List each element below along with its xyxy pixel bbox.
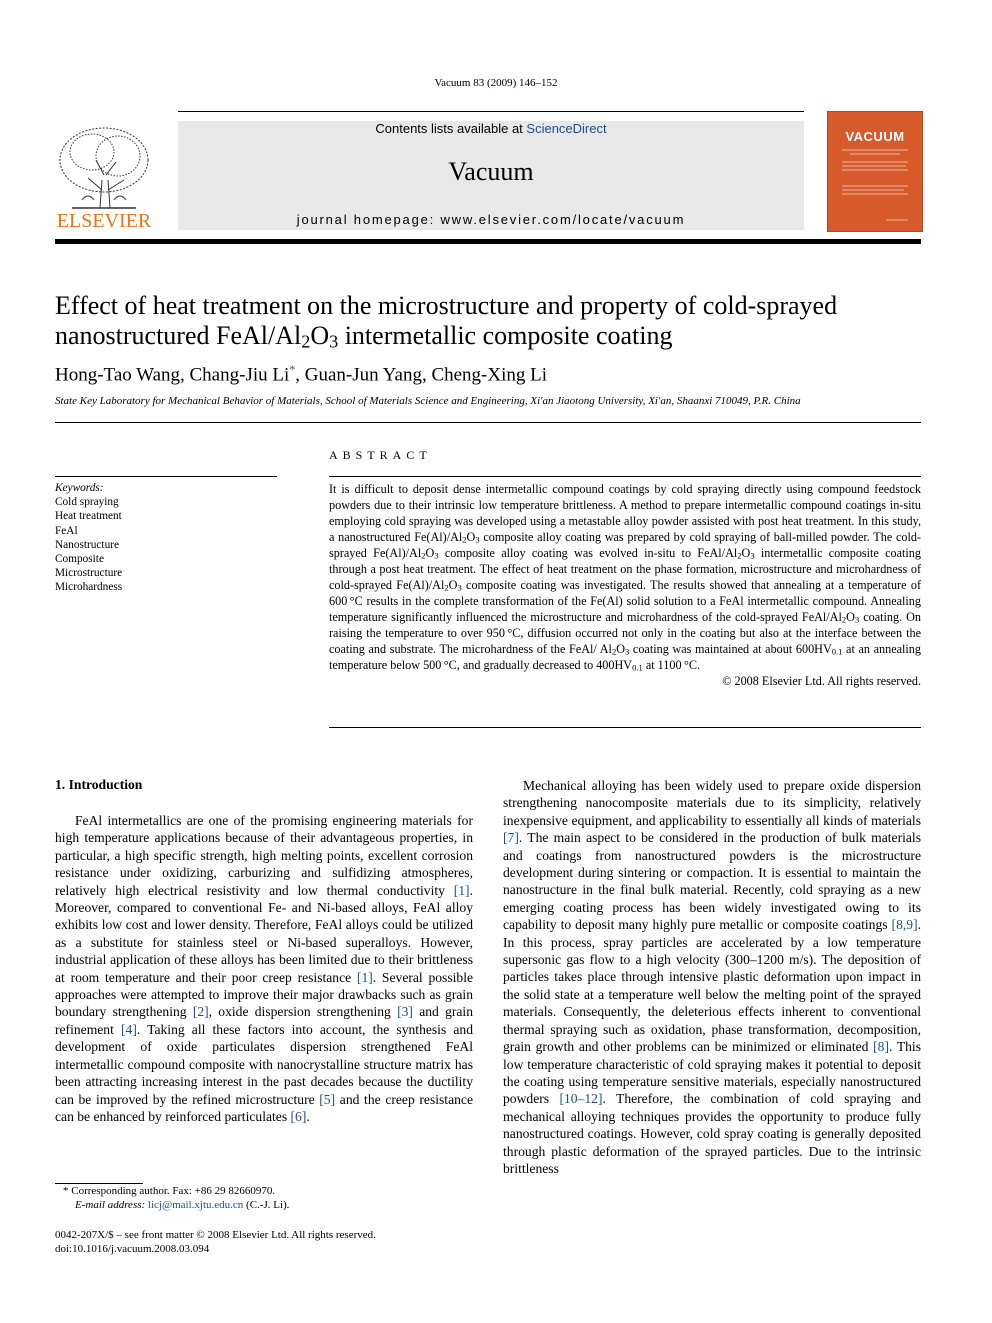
citation-link[interactable]: [3] bbox=[397, 1004, 413, 1020]
body-column-right bbox=[503, 777, 921, 1177]
abstract-rule bbox=[329, 476, 921, 477]
email-link[interactable]: licj@mail.xjtu.edu.cn bbox=[147, 1199, 244, 1211]
citation-link[interactable]: [10–12] bbox=[559, 1091, 603, 1107]
citation-link[interactable]: [2] bbox=[192, 1004, 209, 1020]
copyright-notice: © 2008 Elsevier Ltd. All rights reserved. bbox=[722, 674, 921, 688]
footnote-corresponding: * Corresponding author. Fax: +86 29 82660970. bbox=[63, 1185, 276, 1197]
citation-link[interactable]: [8] bbox=[873, 1039, 889, 1055]
contents-line bbox=[178, 121, 804, 136]
title-line-1: Effect of heat treatment on the microstructure and property of cold-sprayed bbox=[55, 291, 838, 320]
section-heading-introduction: 1. Introduction bbox=[55, 777, 143, 792]
keywords-rule bbox=[55, 476, 277, 477]
keyword-item: Nanostructure bbox=[55, 538, 119, 551]
abstract-body: It is difficult to deposit dense intermetallic compound coatings by cold spraying directly using compound feedstock powders due to their intrinsic low temperature brittleness. A method to prepare intermetallic compound coatings in-situ employing cold spraying was developed using a metastable alloy powder assisted with post heat treatment. In this study, a nanostructured $Fe(Al)/Al_2O_3$ composite alloy coating was prepared by cold spraying of ball-milled powder. The cold-sprayed $Fe(Al)/Al_2O_3$ composite alloy coating was evolved in-situ to FeAl/$Al_2O_3$ intermetallic composite coating through a post heat treatment. The effect of heat treatment on the phase formation, microstructure and microhardness of cold-sprayed $Fe(Al)/Al_2O_3$ composite coating was investigated. The results showed that annealing at a temperature of 600 °C results in the complete transformation of the Fe(Al) solid solution to a FeAl intermetallic compound. Annealing temperature significantly influenced the microstructure and microhardness of the cold-sprayed FeAl/$Al_2O_3$ coating. On raising the temperature to over 950 °C, diffusion occurred not only in the coating but also at the interface between the coating and substrate. The microhardness of the FeAl/ $Al_2O_3$ coating was maintained at about $600HV_{0.1}$ at an annealing temperature below 500 °C, and gradually decreased to $400HV_{0.1}$ at 1100 °C. bbox=[329, 482, 921, 673]
abstract-text bbox=[329, 481, 921, 689]
footnote-email-line: E-mail address: licj@mail.xjtu.edu.cn (C.-J. Li). bbox=[75, 1199, 290, 1211]
elsevier-wordmark: ELSEVIER bbox=[56, 210, 152, 232]
keyword-item: Microstructure bbox=[55, 567, 123, 580]
keyword-item: Microhardness bbox=[55, 581, 123, 594]
title-line-2: nanostructured FeAl/$Al_2O_3$ intermetallic composite coating bbox=[55, 321, 673, 352]
keywords-box bbox=[55, 481, 122, 595]
cover-title: VACUUM bbox=[845, 129, 905, 144]
cover-text-lines bbox=[836, 148, 914, 228]
author-list: Hong-Tao Wang, Chang-Jiu Li*, Guan-Jun Yang, Cheng-Xing Li bbox=[55, 362, 548, 386]
citation-link[interactable]: [1] bbox=[453, 882, 470, 898]
keyword-item: Composite bbox=[55, 553, 104, 566]
citation-link[interactable]: [6] bbox=[290, 1108, 307, 1124]
citation-link[interactable]: [1] bbox=[356, 969, 373, 985]
keywords-label: Keywords: bbox=[55, 482, 104, 494]
abstract-end-rule bbox=[329, 727, 921, 728]
doi-line[interactable]: doi:10.1016/j.vacuum.2008.03.094 bbox=[55, 1243, 210, 1255]
footnote bbox=[55, 1184, 475, 1212]
paragraph: FeAl intermetallics are one of the promising engineering materials for high temperature applications because of their advantageous properties, in particular, a high specific strength, high melting points, excellent corrosion resistance under oxidizing, carburizing and sulfidizing atmospheres, relatively high electrical resistivity and low thermal conductivity [1]. Moreover, compared to conventional Fe- and Ni-based alloys, FeAl alloy exhibits low cost and lower density. Therefore, FeAl alloys could be utilized as a substitute for stainless steel or Ni-based superalloys. However, industrial application of these alloys has been limited due to their brittleness at room temperature and their poor creep resistance [1]. Several possible approaches were attempted to improve their major drawbacks such as grain boundary strengthening [2], oxide dispersion strengthening [3] and grain refinement [4]. Taking all these factors into account, the synthesis and development of oxide particulates dispersion strengthened FeAl intermetallic compound composite with nanocrystalline structure matrix has been attracting increasing interest in the past decades because the ductility can be improved by the refined microstructure [5] and the creep resistance can be enhanced by reinforced particulates [6]. bbox=[55, 813, 474, 1124]
citation-link[interactable]: [4] bbox=[121, 1021, 137, 1037]
sciencedirect-link[interactable]: ScienceDirect bbox=[526, 121, 607, 136]
corresponding-author-mark[interactable]: * bbox=[289, 362, 296, 376]
keyword-item: FeAl bbox=[55, 524, 78, 537]
journal-reference: Vacuum 83 (2009) 146–152 bbox=[434, 77, 558, 89]
body-column-left bbox=[55, 812, 473, 1125]
divider bbox=[55, 422, 921, 423]
contents-prefix: Contents lists available at bbox=[375, 121, 527, 136]
abstract-heading: ABSTRACT bbox=[329, 448, 432, 462]
keyword-item: Cold spraying bbox=[55, 496, 119, 509]
header-thick-rule bbox=[55, 239, 921, 244]
journal-name: Vacuum bbox=[448, 157, 534, 186]
issn-line: 0042-207X/$ – see front matter © 2008 Elsevier Ltd. All rights reserved. bbox=[55, 1229, 376, 1241]
citation-link[interactable]: [5] bbox=[319, 1091, 336, 1107]
affiliation: State Key Laboratory for Mechanical Behavior of Materials, School of Materials Science and Engineering, Xi'an Jiaotong University, Xi'an, Shaanxi 710049, P.R. China bbox=[55, 395, 801, 407]
journal-cover-image bbox=[827, 111, 923, 232]
article-title bbox=[55, 291, 925, 351]
citation-link[interactable]: [7] bbox=[503, 830, 519, 846]
journal-homepage[interactable]: journal homepage: www.elsevier.com/locate/vacuum bbox=[296, 212, 686, 227]
bottom-info bbox=[55, 1228, 376, 1256]
citation-link[interactable]: [8,9] bbox=[891, 917, 918, 933]
paragraph: Mechanical alloying has been widely used to prepare oxide dispersion strengthening nanocomposite materials due to its simplicity, relatively inexpensive equipment, and applicability to essentially all kinds of materials [7]. The main aspect to be considered in the production of bulk materials and coatings from nanostructured powders is the microstructure development during sintering or compaction. It is essential to maintain the nanostructure in the final bulk material. Recently, cold spraying as a new emerging coating process has been widely investigated owing to its capability to deposit many highly pure metallic or composite coatings [8,9]. In this process, spray particles are accelerated by a low temperature supersonic gas flow to a high velocity (300–1200 m/s). The deposition of particles takes place through intensive plastic deformation upon impact in the solid state at a temperature well below the melting point of the sprayed materials. Consequently, the deleterious effects inherent to conventional thermal spraying such as oxidation, phase transformation, decomposition, grain growth and other problems can be minimized or eliminated [8]. This low temperature characteristic of cold spraying makes it potential to deposit the coating using temperature sensitive materials, especially nanostructured powders [10–12]. Therefore, the combination of cold spraying and mechanical alloying techniques provides the opportunity to produce fully nanostructured coatings. However, cold spray coating is generally deposited through plastic deformation of the sprayed particles. Due to the intrinsic brittleness bbox=[503, 778, 922, 1176]
keyword-item: Heat treatment bbox=[55, 510, 122, 523]
header-rule bbox=[178, 111, 804, 112]
